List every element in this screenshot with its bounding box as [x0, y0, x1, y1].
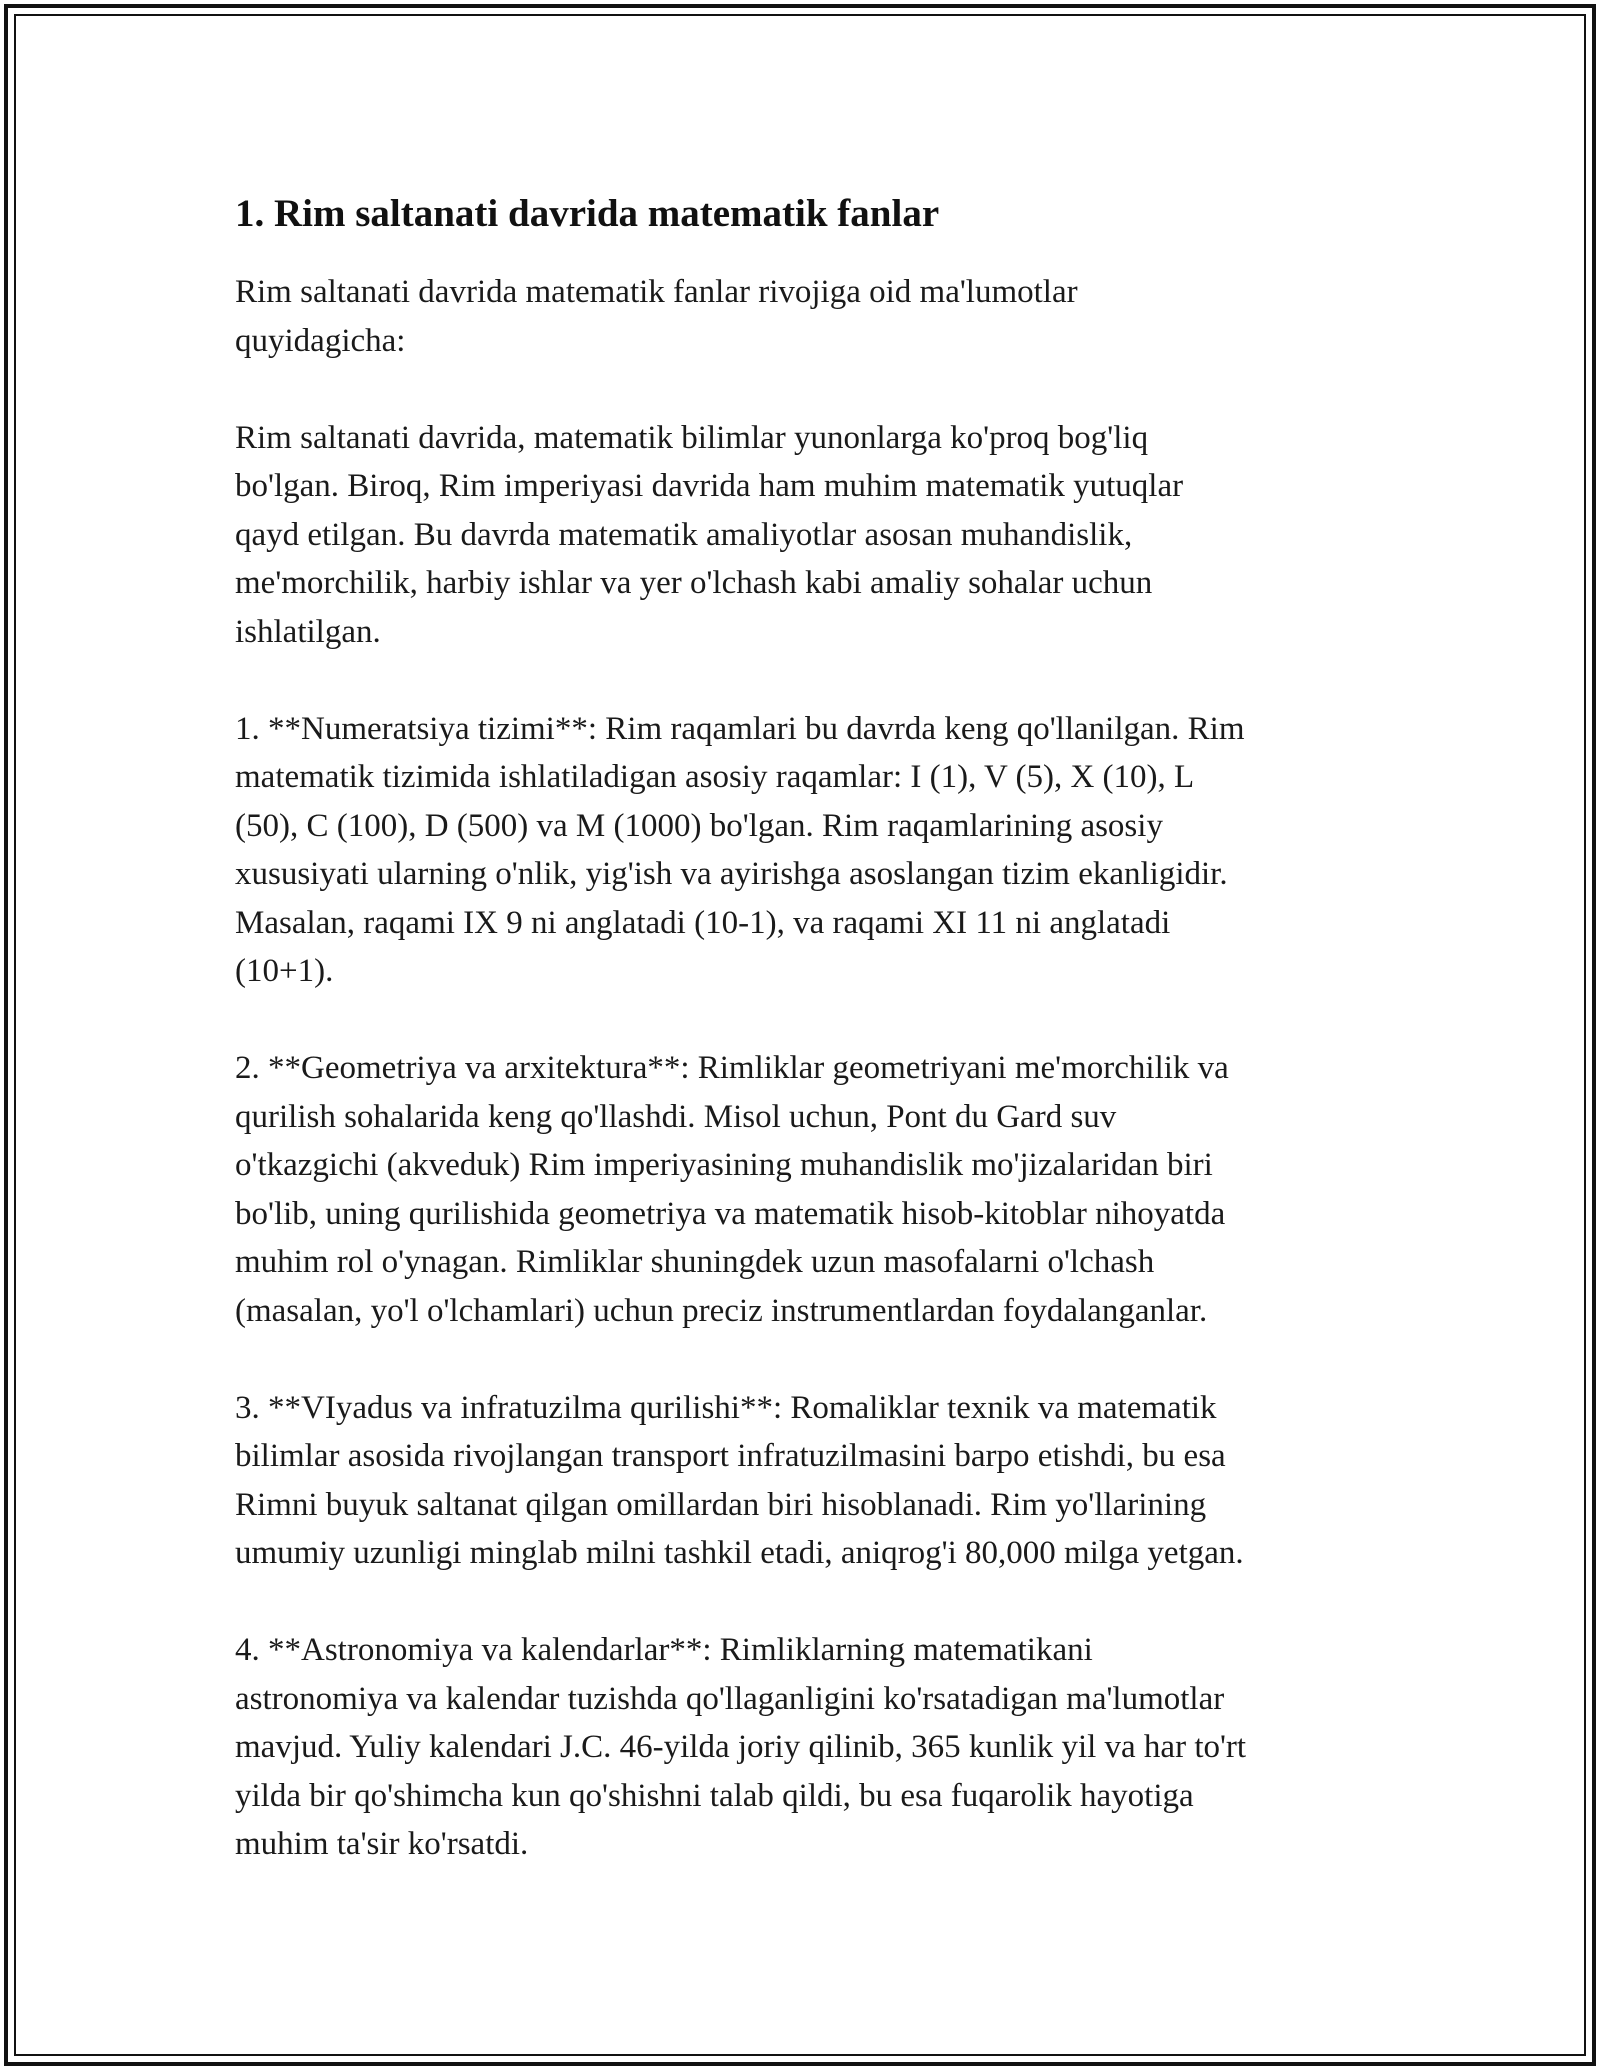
document-body [235, 188, 1375, 1917]
overview-paragraph: Rim saltanati davrida, matematik bilimlar yunonlarga ko'proq bog'liq bo'lgan. Biroq, Rim imperiyasi davrida ham muhim matematik yutuqlar qayd etilgan. Bu davrda matematik amaliyotlar asosan muhandislik, me'morchilik, harbiy ishlar va yer o'lchash kabi amaliy sohalar uchun ishlatilgan. [235, 419, 1184, 650]
document-title: 1. Rim saltanati davrida matematik fanlar [235, 192, 940, 235]
intro-paragraph: Rim saltanati davrida matematik fanlar rivojiga oid ma'lumotlar quyidagicha: [235, 274, 1078, 359]
geometry-paragraph: 2. **Geometriya va arxitektura**: Rimliklar geometriyani me'morchilik va qurilish sohalarida keng qo'llashdi. Misol uchun, Pont du Gard suv o'tkazgichi (akveduk) Rim imperiyasining muhandislik mo'jizalaridan biri bo'lib, uning qurilishida geometriya va matematik hisob-kitoblar nihoyatda muhim rol o'ynagan. Rimliklar shuningdek uzun masofalarni o'lchash (masalan, yo'l o'lchamlari) uchun preciz instrumentlardan foydalanganlar. [235, 1050, 1229, 1329]
astronomy-paragraph: 4. **Astronomiya va kalendarlar**: Rimliklarning matematikani astronomiya va kalendar tuzishda qo'llaganligini ko'rsatadigan ma'lumotlar mavjud. Yuliy kalendari J.C. 46-yilda joriy qilinib, 365 kunlik yil va har to'rt yilda bir qo'shimcha kun qo'shishni talab qildi, bu esa fuqarolik hayotiga muhim ta'sir ko'rsatdi. [235, 1632, 1247, 1862]
numeration-paragraph: 1. **Numeratsiya tizimi**: Rim raqamlari bu davrda keng qo'llanilgan. Rim matematik tizimida ishlatiladigan asosiy raqamlar: I (1), V (5), X (10), L (50), C (100), D (500) va M (1000) bo'lgan. Rim raqamlarining asosiy xususiyati ularning o'nlik, yig'ish va ayirishga asoslangan tizim ekanligidir. Masalan, raqami IX 9 ni anglatadi (10-1), va raqami XI 11 ni anglatadi (10+1). [235, 710, 1245, 989]
infrastructure-paragraph: 3. **VIyadus va infratuzilma qurilishi**: Romaliklar texnik va matematik bilimlar asosida rivojlangan transport infratuzilmasini barpo etishdi, bu esa Rimni buyuk saltanat qilgan omillardan biri hisoblanadi. Rim yo'llarining umumiy uzunligi minglab milni tashkil etadi, aniqrog'i 80,000 milga yetgan. [235, 1389, 1244, 1571]
